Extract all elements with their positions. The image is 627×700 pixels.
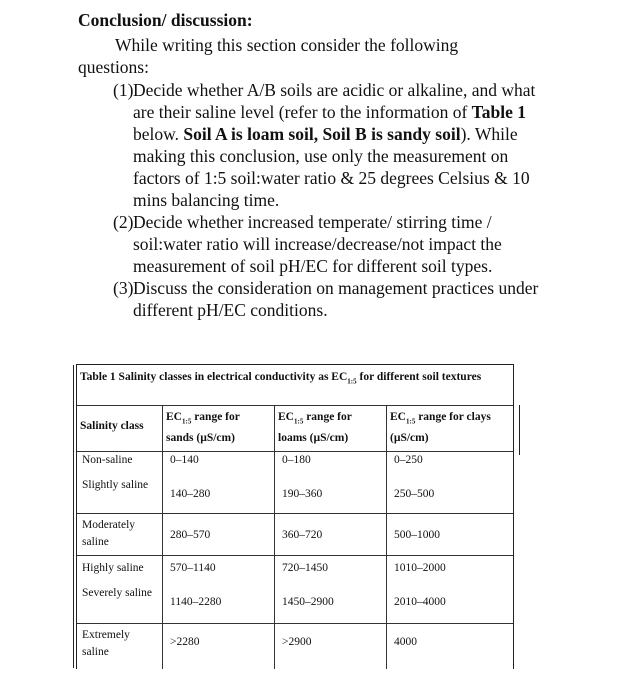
row-class: Moderately saline	[82, 519, 136, 548]
table-edge-line	[519, 405, 520, 455]
row-class: Highly saline	[82, 562, 144, 574]
question-1-text: Decide whether A/B soils are acidic or alkaline, and what are their saline level (refer to the information of Table 1 below. Soil A is loam soil, Soil B is sandy soil). While making this conclusion, use only the measurement on factors of 1:5 soil:water ratio & 25 degrees Celsius & 10 mins balancing time.	[133, 80, 536, 210]
table-rule	[77, 513, 513, 514]
question-2-text: Decide whether increased temperate/ stirring time / soil:water ratio will increase/decrease/not impact the measurement of soil pH/EC for different soil types.	[133, 212, 502, 276]
table-rule	[77, 555, 513, 556]
row-clays: 4000	[394, 636, 417, 648]
question-1-number: (1)	[113, 80, 134, 100]
row-clays: 1010–2000	[394, 562, 446, 574]
header-clays: $EC_{1:5}$ range for clays (µS/cm)	[390, 411, 491, 445]
salinity-table	[76, 364, 514, 669]
row-loams: >2900	[282, 636, 312, 648]
row-loams: 190–360	[282, 488, 323, 500]
table-divider	[274, 405, 275, 669]
intro-text-line2: questions:	[78, 57, 149, 77]
row-sands: 1140–2280	[170, 596, 222, 608]
page-edge-line	[73, 365, 74, 668]
intro-text-line1: While writing this section consider the following	[115, 35, 459, 55]
section-heading: Conclusion/ discussion:	[78, 10, 253, 30]
header-loams: $EC_{1:5}$ range for loams (µS/cm)	[278, 411, 352, 445]
row-sands: >2280	[170, 636, 200, 648]
row-class: Slightly saline	[82, 479, 149, 491]
question-3-number: (3)	[113, 278, 134, 298]
row-clays: 0–250	[394, 454, 423, 466]
row-loams: 360–720	[282, 529, 323, 541]
header-sands: $EC_{1:5}$ range for sands (µS/cm)	[166, 411, 240, 445]
question-2-number: (2)	[113, 212, 134, 232]
header-salinity-class: Salinity class	[80, 420, 144, 432]
row-sands: 280–570	[170, 529, 211, 541]
question-3-text: Discuss the consideration on management practices under different pH/EC conditions.	[133, 278, 539, 320]
question-1	[113, 79, 553, 211]
row-class: Extremely saline	[82, 629, 130, 658]
row-clays: 250–500	[394, 488, 435, 500]
table-divider	[162, 405, 163, 669]
row-clays: 2010–4000	[394, 596, 446, 608]
table-caption: Table 1 Salinity classes in electrical conductivity as $EC_{1:5}$ for different soil textures	[80, 371, 482, 386]
question-2	[113, 211, 553, 277]
row-loams: 0–180	[282, 454, 311, 466]
table-divider	[386, 405, 387, 669]
table-rule	[77, 405, 513, 406]
row-sands: 140–280	[170, 488, 211, 500]
row-class: Non-saline	[82, 454, 133, 466]
row-sands: 0–140	[170, 454, 199, 466]
table-rule	[77, 623, 513, 624]
row-sands: 570–1140	[170, 562, 216, 574]
row-class: Severely saline	[82, 587, 152, 599]
row-clays: 500–1000	[394, 529, 440, 541]
row-loams: 1450–2900	[282, 596, 334, 608]
row-loams: 720–1450	[282, 562, 328, 574]
question-3	[113, 277, 553, 321]
